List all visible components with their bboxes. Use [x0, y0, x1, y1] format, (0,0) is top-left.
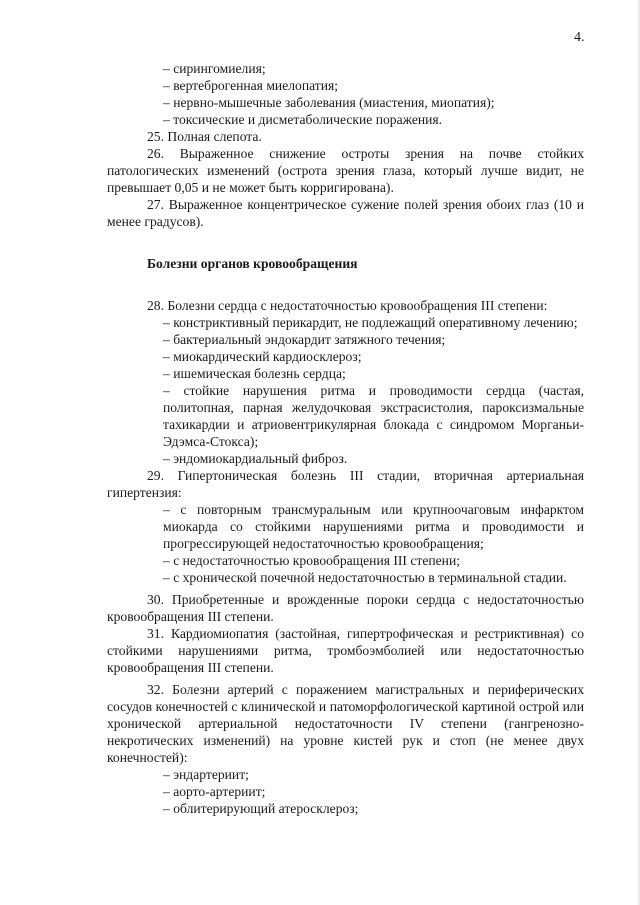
list-item: – с хронической почечной недостаточностью в терминальной стадии.	[163, 570, 567, 585]
numbered-item-29: 29. Гипертоническая болезнь III стадии, вторичная артериальная гипертензия:	[107, 468, 584, 500]
numbered-item-28: 28. Болезни сердца с недостаточностью кровообращения III степени:	[147, 298, 548, 313]
numbered-item-30: 30. Приобретенные и врожденные пороки сердца с недостаточностью кровообращения III степени.	[107, 592, 584, 624]
page-number: 4.	[574, 30, 585, 45]
list-item: – с недостаточностью кровообращения III степени;	[163, 553, 460, 568]
list-item: – аорто-артериит;	[163, 784, 266, 799]
numbered-item-31: 31. Кардиомиопатия (застойная, гипертрофическая и рестриктивная) со стойкими нарушениями ритма, тромбоэмболией или недостаточностью кровообращения III степени.	[107, 626, 584, 675]
numbered-item-27: 27. Выраженное концентрическое сужение полей зрения обоих глаз (10 и менее градусов).	[107, 197, 584, 229]
list-item: – стойкие нарушения ритма и проводимости сердца (частая, политопная, парная желудочковая экстрасистолия, пароксизмальные тахикардии и атриовентрикулярная блокада с синдромом Морганьи-Эдэмса-Стокса);	[163, 383, 584, 449]
list-item: – токсические и дисметаболические поражения.	[163, 112, 443, 127]
list-item: – с повторным трансмуральным или крупноочаговым инфарктом миокарда со стойкими нарушениями ритма и проводимости и прогрессирующей недостаточностью кровообращения;	[163, 502, 584, 551]
numbered-item-26: 26. Выраженное снижение остроты зрения на почве стойких патологических изменений (острота зрения глаза, который лучше видит, не превышает 0,05 и не может быть корригирована).	[107, 146, 584, 195]
section-heading: Болезни органов кровообращения	[147, 256, 358, 271]
list-item: – констриктивный перикардит, не подлежащий оперативному лечению;	[163, 315, 578, 330]
list-item: – ишемическая болезнь сердца;	[163, 366, 346, 381]
list-item: – эндомиокардиальный фиброз.	[163, 451, 348, 466]
list-item: – нервно-мышечные заболевания (миастения, миопатия);	[163, 95, 495, 110]
numbered-item-25: 25. Полная слепота.	[147, 129, 262, 144]
list-item: – эндартериит;	[163, 767, 249, 782]
document-body	[107, 60, 584, 817]
list-item: – миокардический кардиосклероз;	[163, 349, 362, 364]
numbered-item-32: 32. Болезни артерий с поражением магистральных и периферических сосудов конечностей с клинической и патоморфологической картиной острой или хронической артериальной недостаточности IV степени (гангренозно-некротических изменений) на уровне кистей рук и стоп (не менее двух конечностей):	[107, 682, 584, 765]
list-item: – облитерирующий атеросклероз;	[163, 801, 359, 816]
list-item: – бактериальный эндокардит затяжного течения;	[163, 332, 446, 347]
scan-edge-shadow	[636, 0, 640, 905]
list-item: – вертеброгенная миелопатия;	[163, 78, 339, 93]
list-item: – сирингомиелия;	[163, 61, 266, 76]
